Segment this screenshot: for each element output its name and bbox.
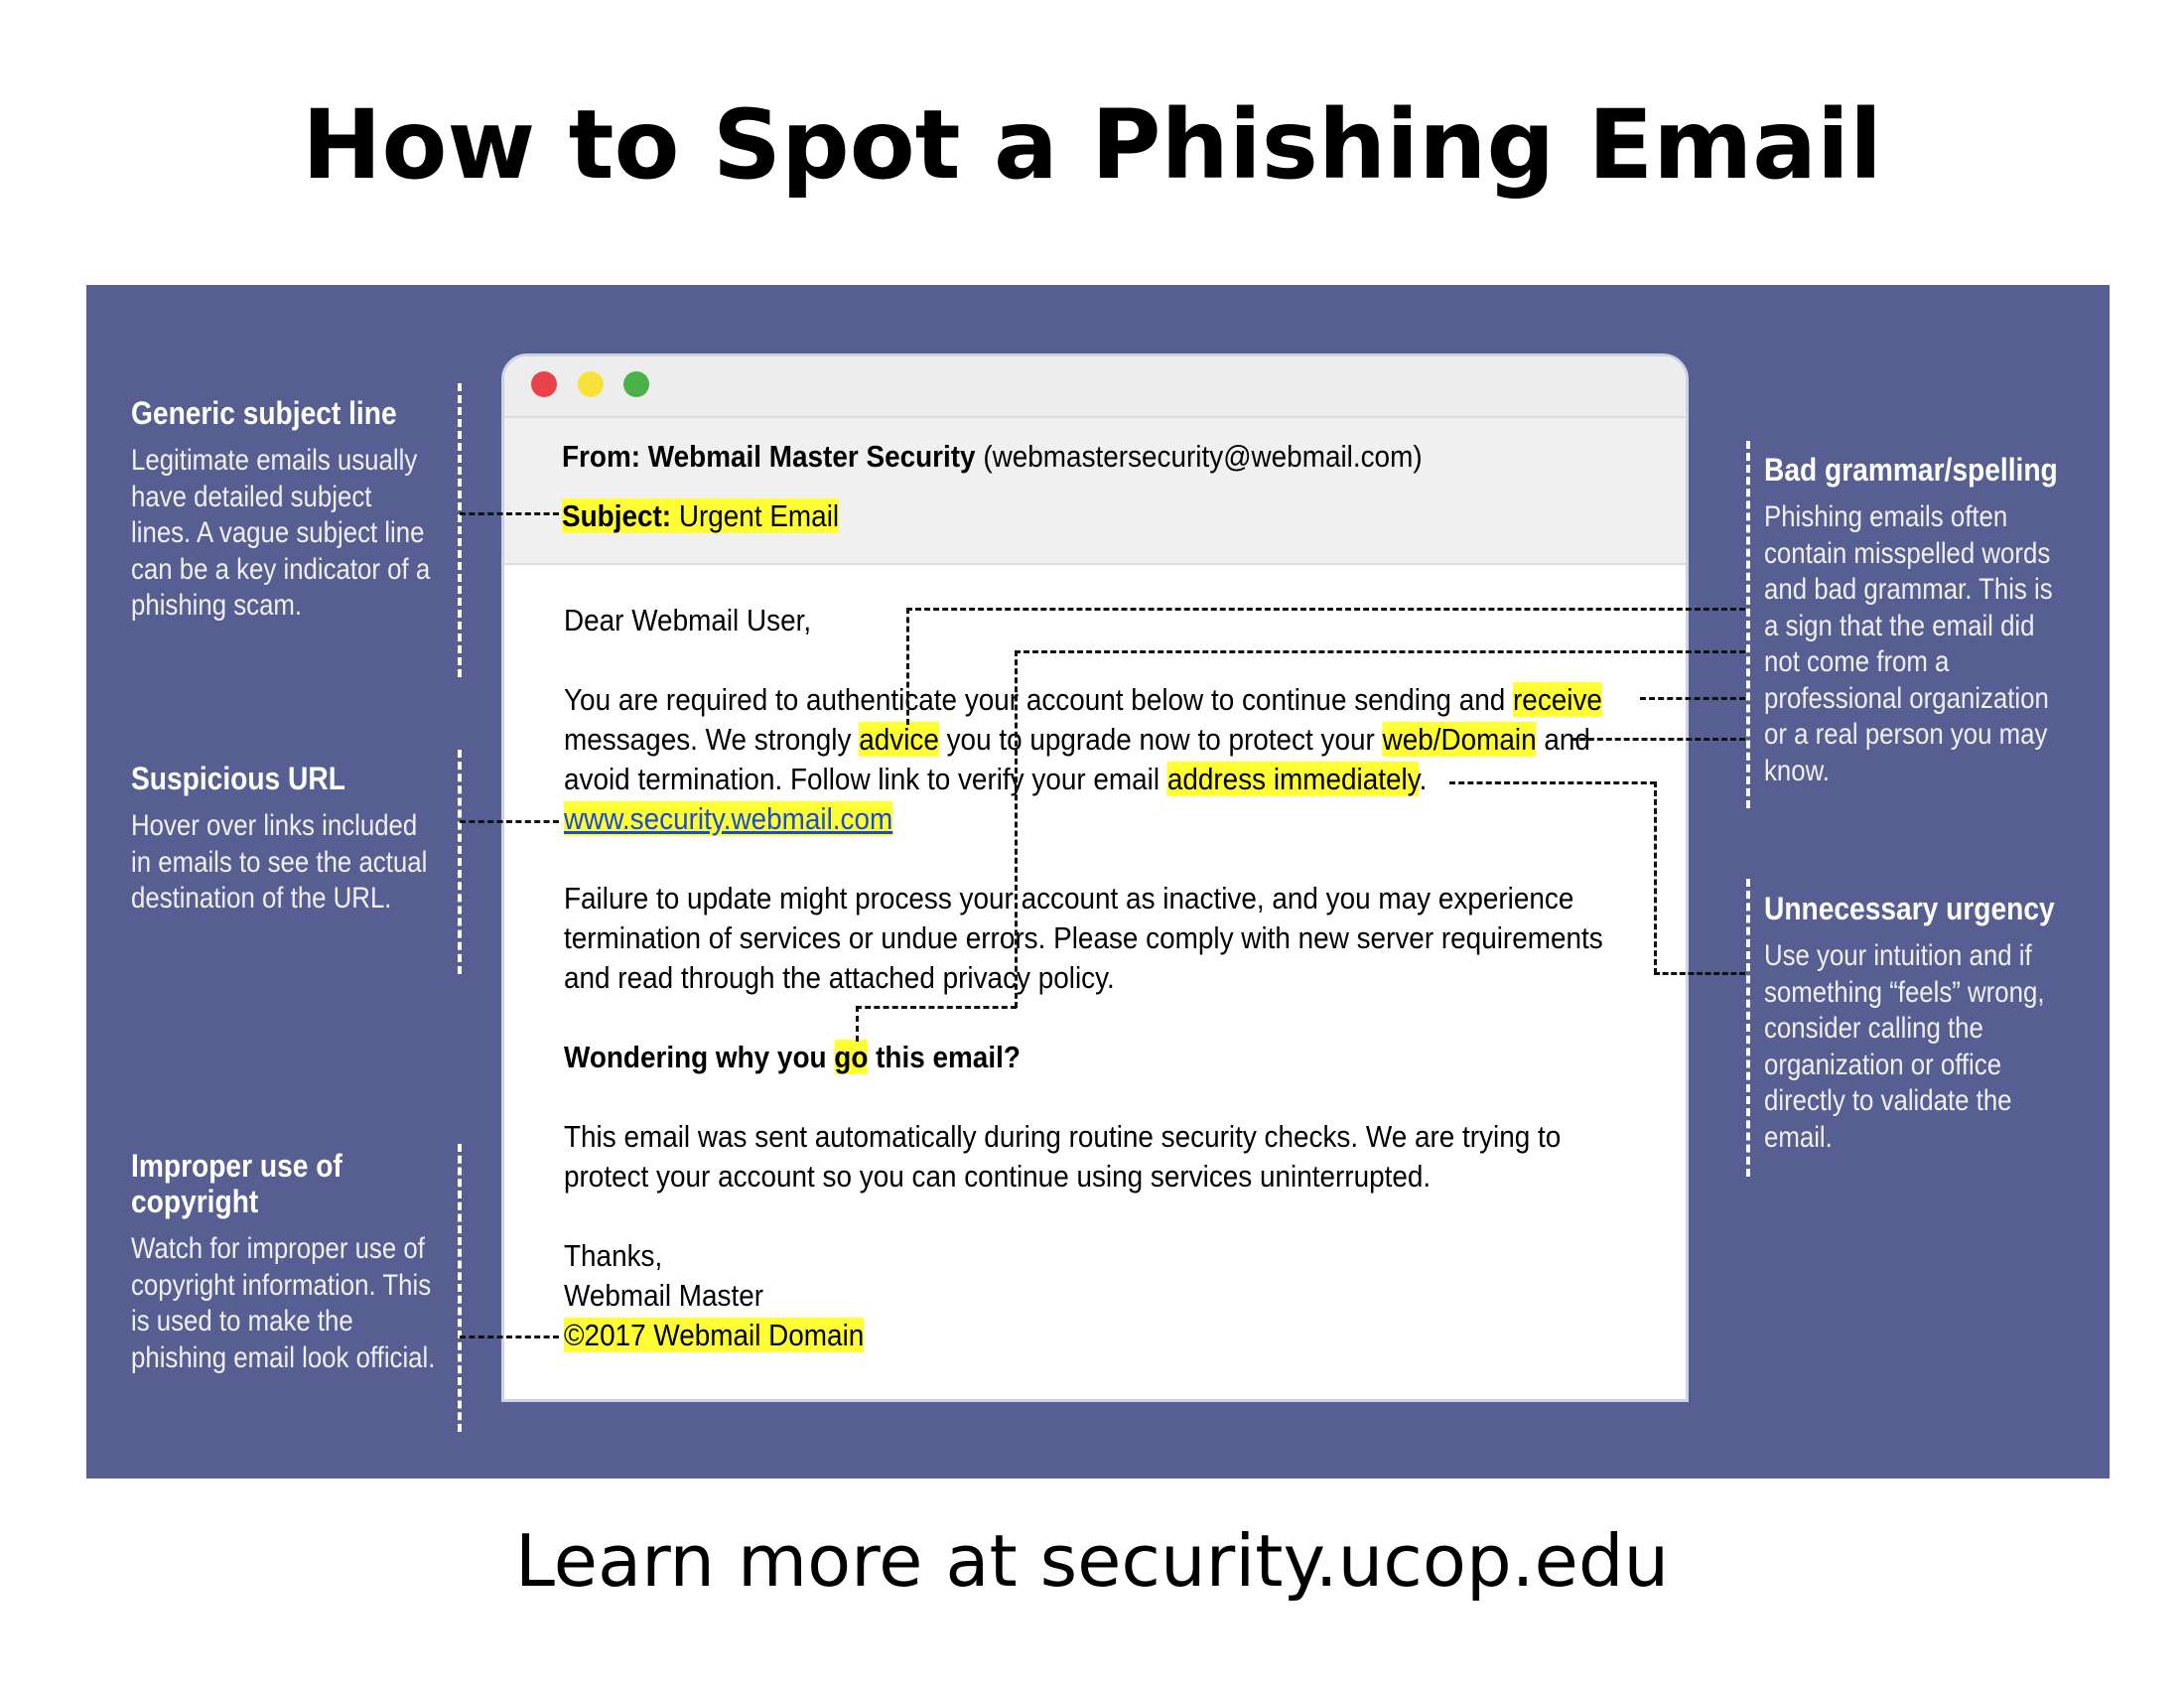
body-text: messages. We strongly	[564, 722, 860, 757]
callout-copyright	[131, 1148, 488, 1376]
body-line	[564, 760, 1427, 799]
suspicious-link[interactable]: www.security.webmail.com	[564, 801, 893, 836]
page-title: How to Spot a Phishing Email	[302, 89, 1882, 201]
callout-body: Watch for improper use of copyright information. This is used to make the phishing email look official.	[131, 1232, 436, 1374]
body-line: This email was sent automatically during routine security checks. We are trying to	[564, 1119, 1562, 1154]
highlight-go: go	[834, 1040, 869, 1074]
body-text: You are required to authenticate your account below to continue sending and	[564, 682, 1514, 717]
maximize-dot[interactable]	[623, 371, 649, 397]
callout-title: Bad grammar/spelling	[1764, 452, 2058, 488]
connector-line	[1449, 781, 1656, 784]
body-line: termination of services or undue errors. Please comply with new server requirements	[564, 920, 1603, 955]
signature: Webmail Master	[564, 1278, 764, 1313]
callout-title: Generic subject line	[131, 395, 397, 431]
copyright-text: ©2017 Webmail Domain	[564, 1318, 865, 1352]
subject-value: Urgent Email	[678, 498, 840, 533]
close-dot[interactable]	[531, 371, 557, 397]
connector-line	[906, 608, 1745, 611]
highlight-web-domain: web/Domain	[1382, 722, 1537, 757]
connector-line	[460, 512, 559, 515]
connector-line	[856, 1006, 1017, 1009]
greeting: Dear Webmail User,	[564, 603, 812, 637]
connector-line	[460, 820, 559, 823]
subject-label: Subject:	[562, 498, 672, 533]
callout-divider	[1746, 441, 1750, 808]
subject-line	[562, 496, 839, 536]
callout-title: Unnecessary urgency	[1764, 891, 2055, 926]
callout-divider	[458, 383, 462, 677]
connector-line	[460, 1336, 559, 1338]
question-line	[564, 1038, 1021, 1077]
connector-line	[1015, 650, 1018, 1008]
copyright-line	[564, 1316, 864, 1355]
callout-body: Use your intuition and if something “feels” wrong, consider calling the organization or office directly to validate the email.	[1764, 939, 2045, 1154]
body-line: Failure to update might process your account as inactive, and you may experience	[564, 881, 1574, 915]
callout-divider	[458, 1144, 462, 1432]
callout-body: Legitimate emails usually have detailed subject lines. A vague subject line can be a key indicator of a phishing scam.	[131, 444, 431, 622]
minimize-dot[interactable]	[578, 371, 604, 397]
body-text: this email?	[868, 1040, 1021, 1074]
window-titlebar	[504, 356, 1686, 416]
body-line: and read through the attached privacy policy.	[564, 960, 1115, 995]
callout-suspicious-url	[131, 761, 488, 917]
from-address: (webmastersecurity@webmail.com)	[983, 439, 1423, 474]
callout-divider	[1746, 879, 1750, 1177]
highlight-address-immediately: address immediately	[1166, 762, 1420, 796]
callout-body: Hover over links included in emails to see the actual destination of the URL.	[131, 809, 428, 914]
connector-line	[856, 1006, 859, 1042]
callout-urgency	[1764, 891, 2102, 1156]
body-line: protect your account so you can continue using services uninterrupted.	[564, 1159, 1432, 1194]
body-line	[564, 720, 1590, 760]
body-line	[564, 799, 892, 839]
callout-body: Phishing emails often contain misspelled words and bad grammar. This is a sign that the email did not come from a professional organization or a real person you may know.	[1764, 500, 2053, 787]
callout-title: copyright	[131, 1184, 259, 1219]
callout-title: Improper use of	[131, 1148, 342, 1184]
connector-line	[1640, 697, 1745, 700]
connector-line	[1570, 738, 1745, 741]
from-name: Webmail Master Security	[647, 439, 976, 474]
body-text: .	[1419, 762, 1428, 796]
footer-link[interactable]: Learn more at security.ucop.edu	[514, 1519, 1670, 1603]
from-line	[562, 437, 1423, 477]
body-text: and	[1536, 722, 1590, 757]
connector-line	[1015, 650, 1745, 653]
connector-line	[1654, 781, 1657, 974]
body-text: avoid termination. Follow link to verify your email	[564, 762, 1167, 796]
callout-generic-subject	[131, 395, 488, 625]
connector-line	[1654, 972, 1745, 975]
callout-title: Suspicious URL	[131, 761, 345, 796]
highlight-receive: receive	[1513, 682, 1602, 717]
body-text: you to upgrade now to protect your	[938, 722, 1383, 757]
body-line	[564, 680, 1602, 720]
thanks: Thanks,	[564, 1238, 663, 1273]
callout-grammar	[1764, 452, 2112, 789]
highlight-advice: advice	[859, 722, 939, 757]
connector-line	[906, 608, 909, 725]
body-text: Wondering why you	[564, 1040, 835, 1074]
callout-divider	[458, 750, 462, 974]
from-label: From:	[562, 439, 641, 474]
